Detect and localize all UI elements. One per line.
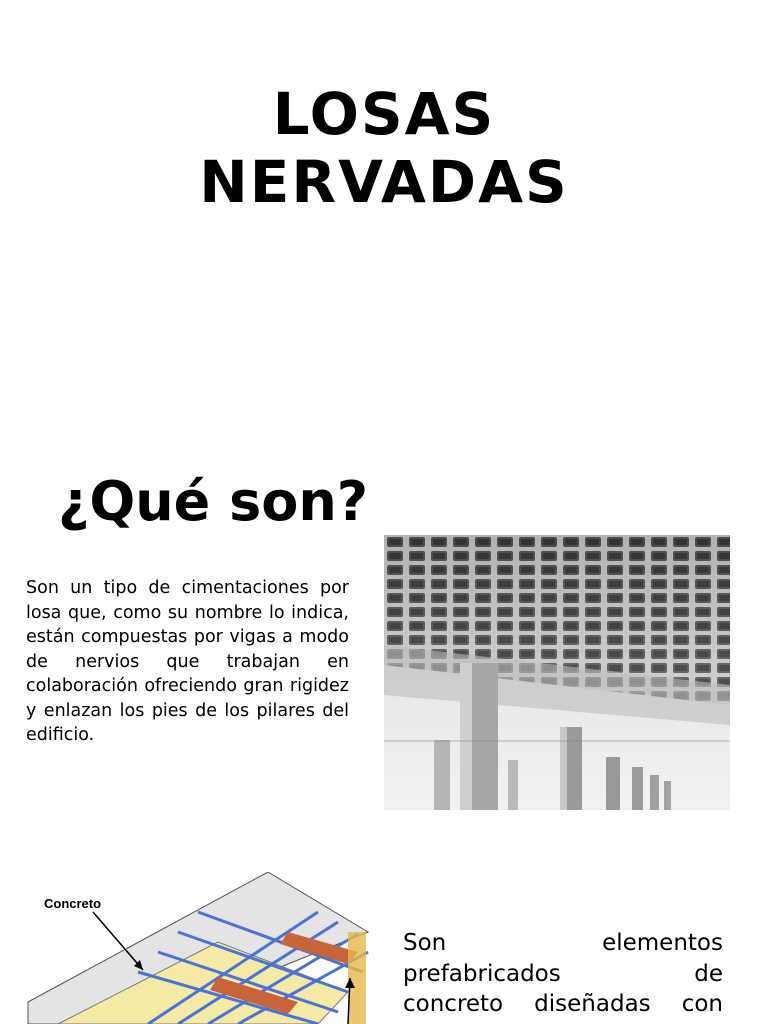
waffle-slab-photo — [384, 535, 730, 810]
description-line-2: prefabricados de — [403, 960, 723, 987]
title-line-2: NERVADAS — [199, 148, 569, 216]
slab-diagram — [18, 872, 370, 1024]
description-line-1: Son elementos — [403, 930, 723, 956]
description-paragraph — [403, 928, 723, 1020]
diagram-label-concrete: Concreto — [44, 896, 102, 911]
section-heading: ¿Qué son? — [58, 470, 369, 533]
page-title — [0, 80, 768, 216]
title-line-1: LOSAS — [272, 80, 496, 148]
definition-paragraph: Son un tipo de cimentaciones por losa que, como su nombre lo indica, están compuestas por vigas a modo de nervios que trabajan en colaboración ofreciendo gran rigidez y enlazan los pies de los pilares del edificio. — [26, 578, 349, 745]
description-line-3: concreto diseñadas con — [403, 991, 723, 1017]
